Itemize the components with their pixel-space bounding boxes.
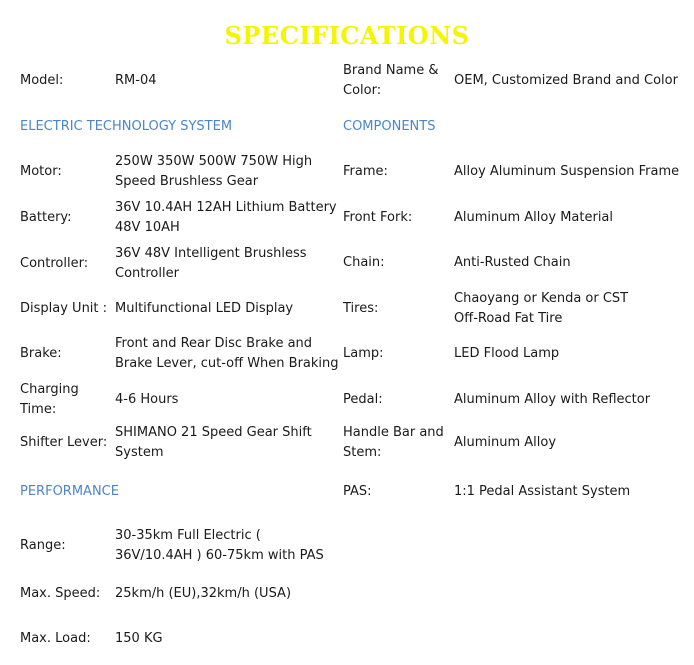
spec-label: PAS: bbox=[343, 484, 372, 499]
spec-value: 30-35km Full Electric ( 36V/10.4AH ) 60-75km with PAS bbox=[115, 528, 324, 563]
spec-label: Pedal: bbox=[343, 392, 383, 407]
page-title: SPECIFICATIONS bbox=[224, 21, 470, 50]
spec-value: 1:1 Pedal Assistant System bbox=[454, 484, 631, 499]
spec-label: Front Fork: bbox=[343, 210, 413, 225]
spec-value: 36V 48V Intelligent Brushless Controller bbox=[115, 246, 307, 281]
spec-label: Brake: bbox=[20, 346, 62, 361]
spec-value: SHIMANO 21 Speed Gear Shift System bbox=[115, 425, 312, 460]
spec-value: 250W 350W 500W 750W High Speed Brushless Gear bbox=[115, 154, 313, 189]
section-electric-technology: ELECTRIC TECHNOLOGY SYSTEM bbox=[20, 119, 233, 134]
spec-label: Display Unit : bbox=[20, 301, 108, 316]
model-label: Model: bbox=[20, 73, 64, 88]
spec-value: 36V 10.4AH 12AH Lithium Battery 48V 10AH bbox=[115, 200, 337, 235]
spec-value: Multifunctional LED Display bbox=[115, 301, 294, 316]
spec-label: Shifter Lever: bbox=[20, 435, 108, 450]
spec-label: Lamp: bbox=[343, 346, 384, 361]
spec-value: 4-6 Hours bbox=[115, 392, 179, 407]
brand-label: Brand Name & Color: bbox=[343, 63, 439, 98]
spec-value: Aluminum Alloy bbox=[454, 435, 557, 450]
spec-label: Frame: bbox=[343, 164, 388, 179]
spec-value: Chaoyang or Kenda or CST Off-Road Fat Tire bbox=[454, 291, 629, 326]
spec-label: Max. Load: bbox=[20, 631, 91, 646]
spec-value: Front and Rear Disc Brake and Brake Lever, cut-off When Braking bbox=[115, 336, 339, 371]
spec-value: Anti-Rusted Chain bbox=[454, 255, 571, 270]
spec-label: Charging Time: bbox=[20, 382, 79, 417]
section-components: COMPONENTS bbox=[343, 119, 436, 134]
spec-label: Max. Speed: bbox=[20, 586, 101, 601]
spec-label: Motor: bbox=[20, 164, 62, 179]
brand-value: OEM, Customized Brand and Color bbox=[454, 73, 678, 88]
spec-value: Aluminum Alloy Material bbox=[454, 210, 614, 225]
section-performance: PERFORMANCE bbox=[20, 484, 119, 499]
spec-value: 25km/h (EU),32km/h (USA) bbox=[115, 586, 292, 601]
model-value: RM-04 bbox=[115, 73, 157, 88]
spec-value: 150 KG bbox=[115, 631, 163, 646]
spec-label: Handle Bar and Stem: bbox=[343, 425, 444, 460]
spec-label: Range: bbox=[20, 538, 66, 553]
spec-label: Controller: bbox=[20, 256, 89, 271]
spec-value: LED Flood Lamp bbox=[454, 346, 560, 361]
spec-label: Chain: bbox=[343, 255, 385, 270]
spec-label: Tires: bbox=[343, 301, 379, 316]
spec-label: Battery: bbox=[20, 210, 72, 225]
spec-value: Aluminum Alloy with Reflector bbox=[454, 392, 651, 407]
spec-value: Alloy Aluminum Suspension Frame bbox=[454, 164, 680, 179]
